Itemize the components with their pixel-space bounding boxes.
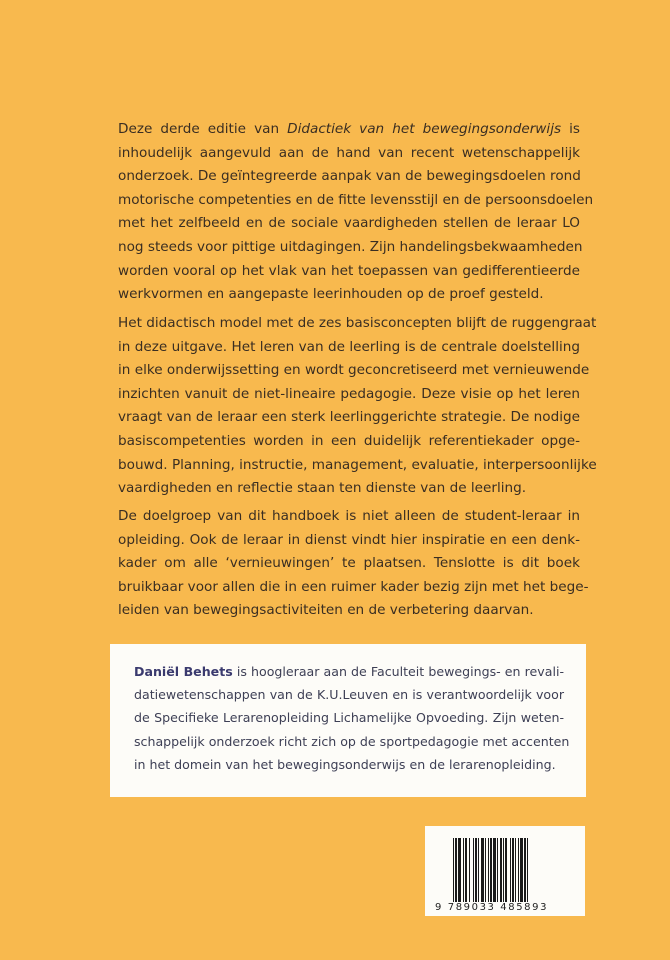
- author-name: Daniël Behets: [134, 664, 233, 679]
- text-line: De doelgroep van dit handboek is niet alleen de student-leraar in: [118, 508, 580, 524]
- intro-paragraph: [118, 118, 594, 307]
- model-paragraph: [118, 312, 597, 501]
- text-line: in het domein van het bewegingsonderwijs en de lerarenopleiding.: [134, 756, 556, 772]
- text-line: met het zelfbeeld en de sociale vaardigheden stellen de leraar LO: [118, 215, 580, 232]
- text-line: kader om alle ‘vernieuwingen’ te plaatsen. Tenslotte is dit boek: [118, 555, 580, 572]
- text: Deze derde editie van: [118, 121, 288, 137]
- text-line: nog steeds voor pittige uitdagingen. Zijn handelingsbekwaamheden: [118, 238, 583, 255]
- text-line: in elke onderwijssetting en wordt geconcretiseerd met vernieuwende: [118, 362, 590, 379]
- text-line: Het didactisch model met de zes basisconcepten blijft de ruggengraat: [118, 315, 597, 331]
- text-line: opleiding. Ook de leraar in dienst vindt hier inspiratie en een denk-: [118, 531, 580, 548]
- barcode-bar: [528, 838, 529, 902]
- text-line: schappelijk onderzoek richt zich op de sportpedagogie met accenten: [134, 733, 570, 749]
- text: is hoogleraar aan de Faculteit bewegings- en revali-: [232, 664, 564, 679]
- text-line: onderzoek. De geïntegreerde aanpak van de bewegingsdoelen rond: [118, 168, 581, 185]
- text-line: [134, 660, 564, 683]
- isbn-number: 9 789033 485893: [435, 902, 549, 913]
- barcode-bars: [453, 838, 573, 902]
- text-line: vaardigheden en reflectie staan ten dienste van de leerling.: [118, 480, 527, 497]
- text-line: vraagt van de leraar een sterk leerlinggerichte strategie. De nodige: [118, 409, 580, 426]
- book-title: Didactiek van het bewegingsonderwijs: [287, 121, 562, 137]
- text-line: basiscompetenties worden in een duidelijk referentiekader opge-: [118, 432, 580, 449]
- author-bio-box: [110, 644, 586, 797]
- text-line: inzichten vanuit de niet-lineaire pedagogie. Deze visie op het leren: [118, 385, 580, 402]
- text-line: motorische competenties en de fitte levensstijl en de persoonsdoelen: [118, 191, 594, 208]
- text-line: de Specifieke Lerarenopleiding Lichamelijke Opvoeding. Zijn weten-: [134, 710, 564, 726]
- text-line: worden vooral op het vlak van het toepassen van gedifferentieerde: [118, 262, 580, 279]
- text-line: [118, 118, 580, 142]
- text-line: leiden van bewegingsactiviteiten en de verbetering daarvan.: [118, 602, 534, 619]
- text-line: datiewetenschappen van de K.U.Leuven en is verantwoordelijk voor: [134, 687, 564, 703]
- text-line: bouwd. Planning, instructie, management, evaluatie, interpersoonlijke: [118, 456, 597, 473]
- text-line: bruikbaar voor allen die in een ruimer kader bezig zijn met het bege-: [118, 578, 589, 595]
- audience-paragraph: [118, 505, 589, 623]
- text: is: [561, 121, 580, 137]
- text-line: werkvormen en aangepaste leerinhouden op de proef gesteld.: [118, 286, 544, 303]
- text-line: in deze uitgave. Het leren van de leerling is de centrale doelstelling: [118, 338, 580, 355]
- text-line: inhoudelijk aangevuld aan de hand van recent wetenschappelijk: [118, 144, 580, 161]
- author-bio: [134, 660, 570, 776]
- barcode: [425, 826, 585, 916]
